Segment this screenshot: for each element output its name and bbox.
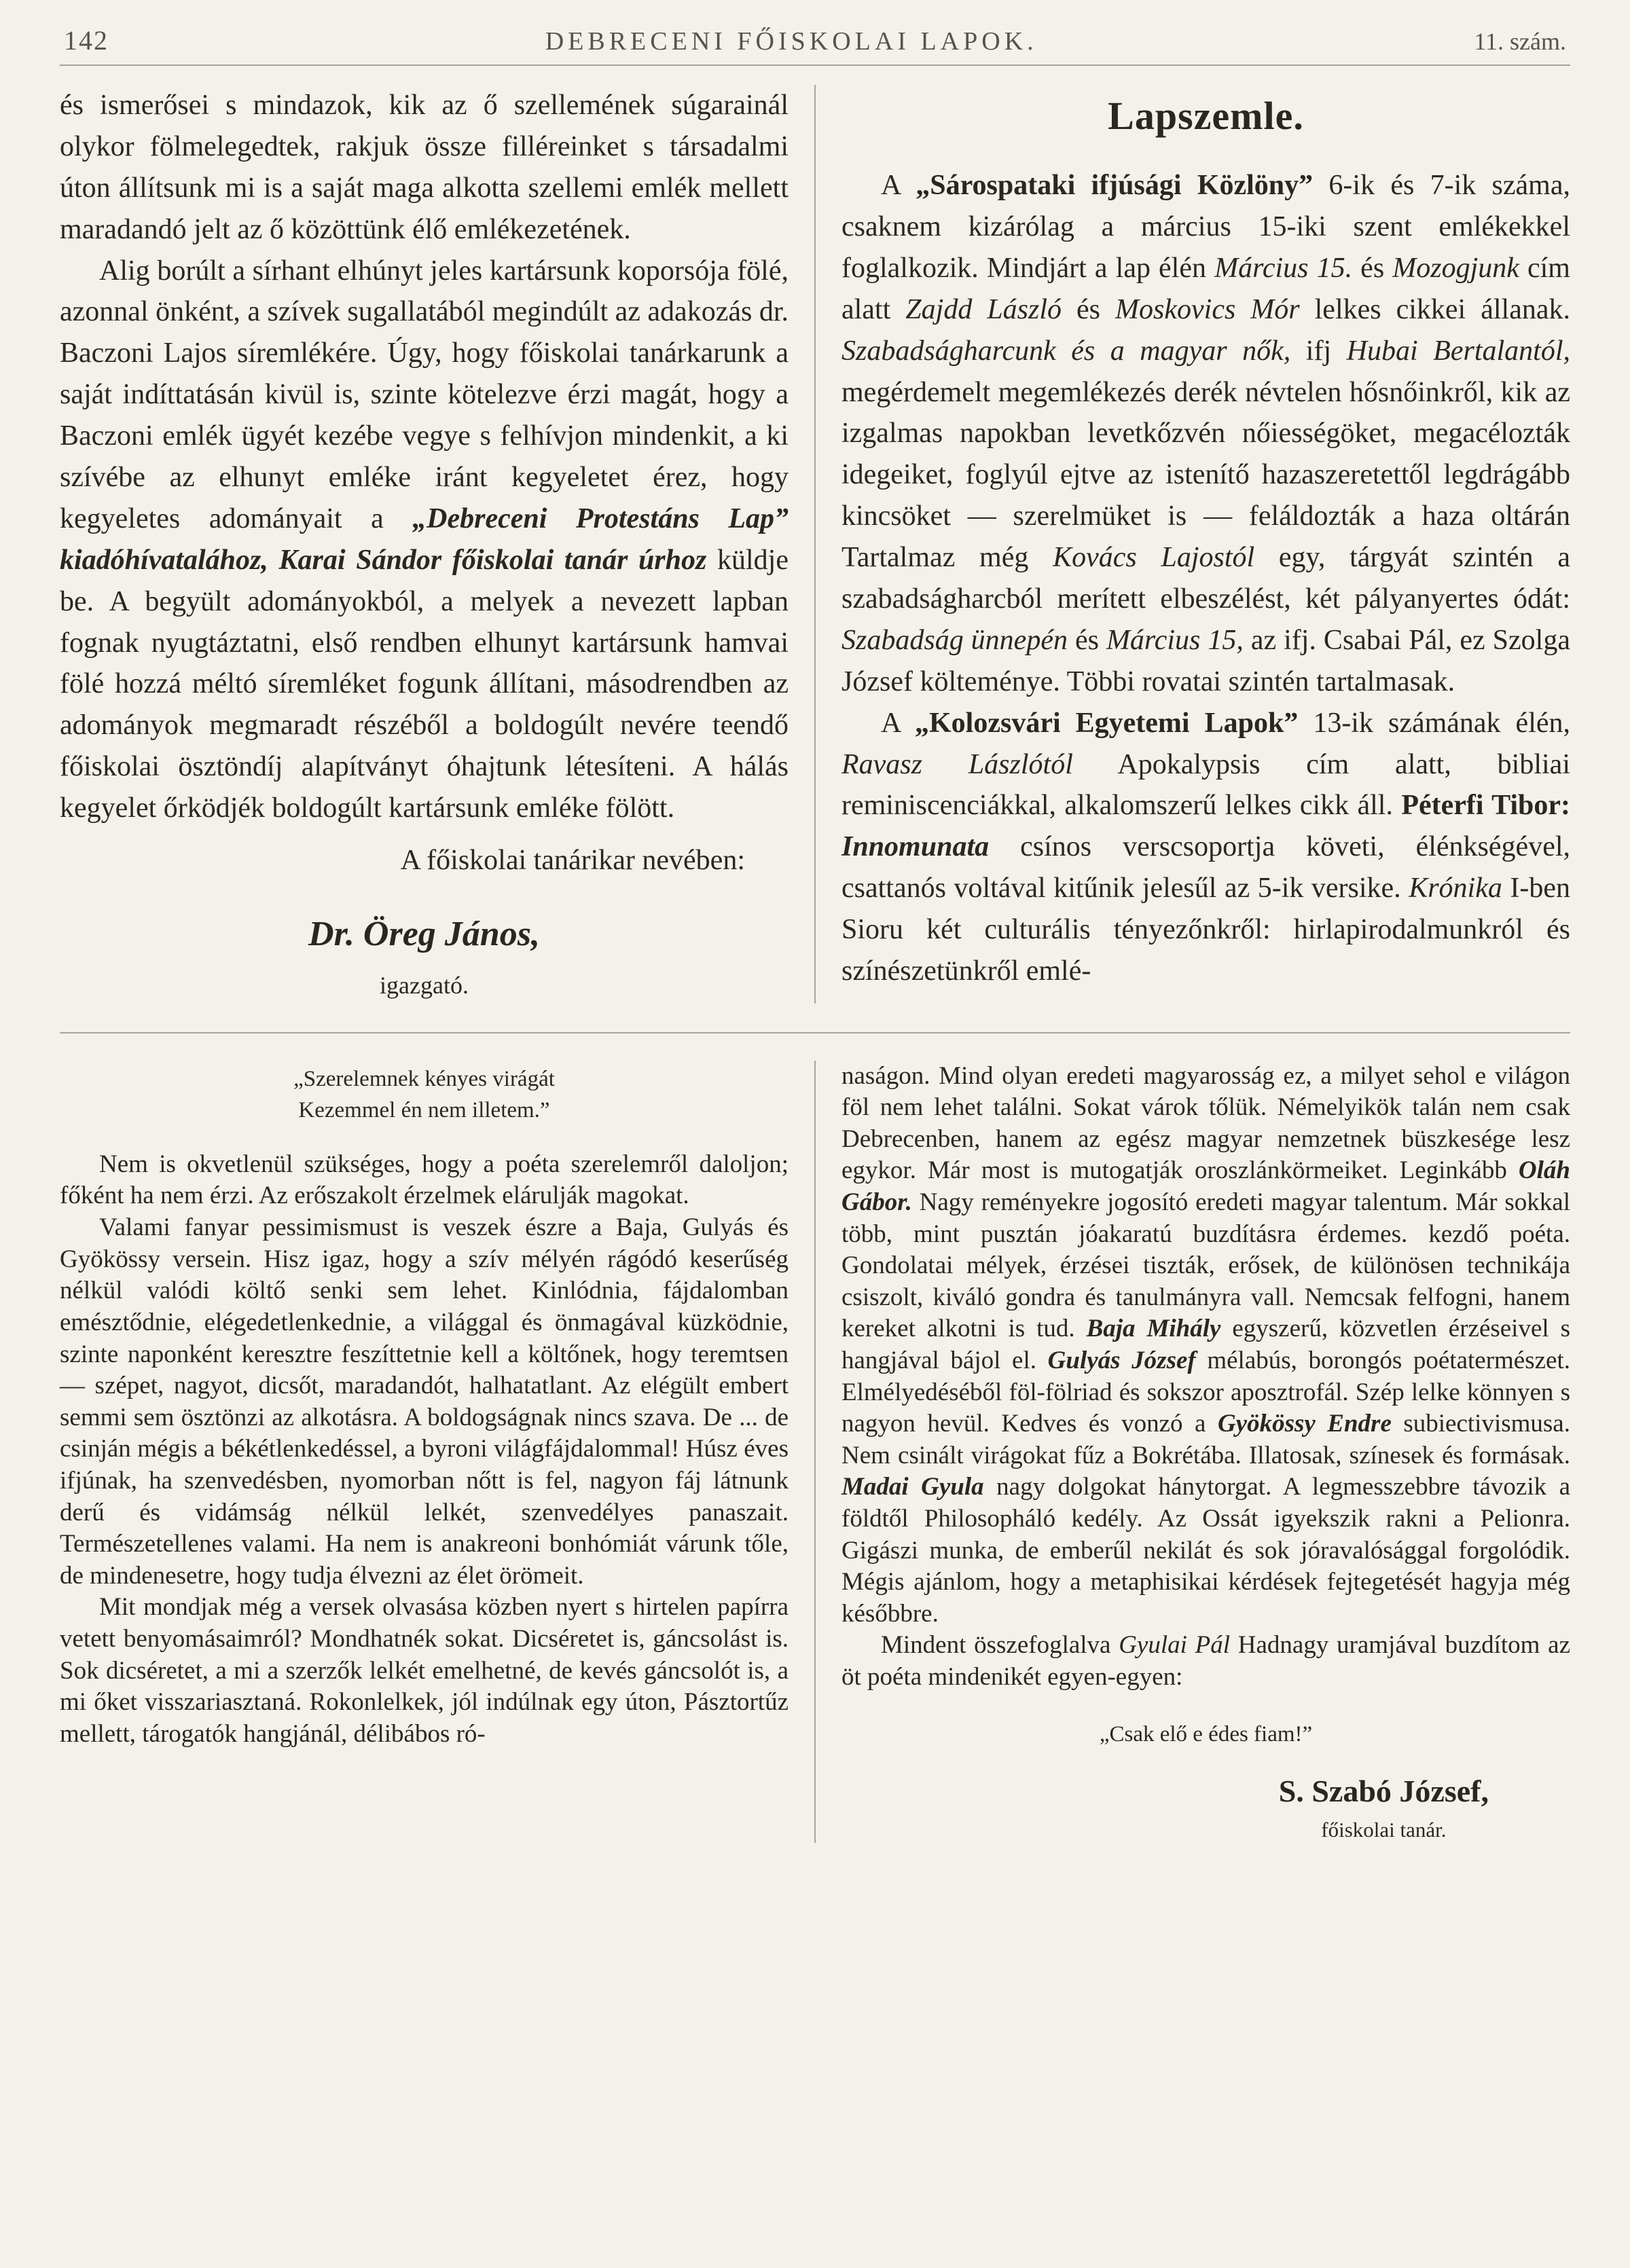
text-segment: Baja Mihály — [1086, 1315, 1221, 1343]
column-divider — [814, 85, 816, 1004]
text-segment: 13-ik számának élén, — [1298, 707, 1571, 739]
text-segment: Szabadság ünnepén — [841, 624, 1068, 656]
memorial-article — [60, 85, 789, 1004]
text-segment: egyszerű, közvetlen érzéseivel s hangjával bájol el. — [841, 1315, 1570, 1374]
page-header — [60, 24, 1570, 66]
text-segment: Gyulai Pál — [1119, 1631, 1231, 1660]
text-segment: nagy dolgokat hánytorgat. A legmesszebbre távozik a földtől Philosopháló kedély. Az Ossát igyekszik rakni a Pelionra. Gigászi munka, de emberűl nekilát és sok jóravalósággal forgolódik. Mégis ajánlom, hogy a metaphisikai kérdések fejtegetését hagyja még későbbre. — [841, 1473, 1571, 1628]
paragraph — [60, 251, 789, 829]
memorial-signature-name: Dr. Öreg János, — [308, 914, 540, 953]
text-segment: „Debreceni Protestáns Lap” kiadóhívatalához, Karai Sándor főiskolai tanár úrhoz — [60, 502, 789, 576]
issue-number: 11. szám. — [1474, 28, 1566, 55]
text-segment: Mozogjunk — [1392, 252, 1519, 284]
text-segment: Innomunata — [841, 831, 990, 863]
text-segment: és ismerősei s mindazok, kik az ő szellemének súgarainál olykor fölmelegedtek, rakjuk össze filléreinket s társadalmi úton állítsunk mi is a saját maga alkotta szellemi emlék mellett maradandó jelt az ő közöttünk élő emlékezetének. — [60, 90, 789, 245]
text-segment: Mindent összefoglalva — [881, 1631, 1119, 1660]
review-signature-title: főiskolai tanár. — [1321, 1818, 1447, 1842]
text-segment: Krónika — [1409, 873, 1502, 904]
memorial-article-body — [60, 85, 789, 829]
text-segment: Március 15, — [1106, 624, 1244, 656]
text-segment: Péterfi Tibor: — [1401, 790, 1571, 822]
column-divider — [814, 1061, 816, 1844]
text-segment: Ravasz Lászlótól — [841, 748, 1073, 780]
text-segment: Madai Gyula — [841, 1473, 984, 1501]
text-segment: Hadnagy uramjával buzdítom az öt poéta mindenikét egyen-egyen: — [841, 1631, 1570, 1691]
text-segment: Hubai Bertalantól, — [1346, 335, 1570, 367]
top-section — [60, 85, 1570, 1004]
text-segment: subiectivismusa. Nem csinált virágokat fűz a Bokrétába. Illatosak, színesek és formásak. — [841, 1410, 1570, 1469]
text-segment: 6-ik és 7-ik száma, csaknem kizárólag a március 15-iki szent emlékekkel foglalkozik. Mindjárt a lap élén — [841, 170, 1570, 284]
text-segment: Gulyás József — [1047, 1346, 1196, 1374]
text-segment: Valami fanyar pessimismust is veszek észre a Baja, Gulyás és Gyökössy versein. Hisz igaz, hogy a szív mélyén rágódó keserűség nélkül valódi költő senki sem lehet. Kinlódnia, fájdalomban emésztődnie, elégedetlenkednie, a világgal és önmagával küzködnie, szinte naponként keresztre feszíttetnie kell a költőnek, hogy teremtsen — szépet, nagyot, dicsőt, maradandót, halhatatlant. Az elégült embert semmi sem ösztönzi az alkotásra. A boldogságnak nincs szava. De ... de csinján mégis a békétlenkedéssel, a byroni világfájdalommal! Húsz éves ifjúnak, ha szenvedésben, nyomorban nőtt is fel, nagyon fáj látnunk derű és vidámság nélkül lelkét, szenvedélyes panaszait. Természetellenes valami. Ha nem is anakreoni bonhómiát várunk tőle, de mindenesetre, hogy tudja élvezni az élet örömeit. — [60, 1213, 789, 1590]
text-segment: küldje be. A begyült adományokból, a melyek a nevezett lapban fognak nyugtáztatni, első rendben elhunyt kartársunk hamvai fölé hozzá méltó síremléket fogunk állítani, másodrendben az adományok megmaradt részéből a boldogúlt nevére teendő főiskolai ösztöndíj alapítványt óhajtunk létesíteni. A hálás kegyelet őrködjék boldogúlt kartársunk emléke fölött. — [60, 544, 789, 824]
text-segment: ifj — [1290, 335, 1347, 367]
epigraph — [60, 1063, 789, 1126]
text-segment: és — [1067, 624, 1106, 656]
review-signature-name: S. Szabó József, — [1278, 1774, 1489, 1809]
text-segment: Moskovics Mór — [1115, 293, 1300, 325]
text-segment: Szabadságharcunk és a magyar nők, — [841, 335, 1291, 367]
text-segment: lelkes cikkei állanak. — [1299, 293, 1570, 325]
paragraph — [60, 1212, 789, 1592]
text-segment: Március 15. — [1214, 252, 1353, 284]
lapszemle-heading: Lapszemle. — [1108, 94, 1304, 138]
text-segment: A — [881, 170, 916, 202]
text-segment: A — [881, 707, 916, 739]
page-number: 142 — [64, 25, 109, 56]
bottom-section — [60, 1061, 1570, 1844]
paragraph — [841, 1630, 1570, 1693]
paragraph — [60, 85, 789, 251]
lapszemle-section — [841, 85, 1570, 1004]
text-segment: egy, tárgyát szintén a szabadságharcból merített elbeszélést, két pályanyertes ódát: — [841, 542, 1570, 615]
review-signature-block — [841, 1772, 1570, 1843]
text-segment: cím alatt — [841, 252, 1570, 325]
text-segment: Nagy reményekre jogosító eredeti magyar talentum. Már sokkal több, mint pusztán jóakaratú buzdításra érdemes. kezdő poéta. Gondolatai mélyek, érzései tiszták, erősek, de különösen technikája csiszolt, kiváló gondra és tanulmányra vall. Nemcsak felfogni, hanem kereket alkotni is tud. — [841, 1188, 1570, 1343]
text-segment: mélabús, borongós poétatermészet. Elmélyedéséből föl-fölriad és sokszor aposztrofál. Szép lelke könnyen s nagyon hevül. Kedves és vonzó a — [841, 1346, 1570, 1438]
review-article-right-body — [841, 1061, 1570, 1694]
paragraph — [841, 703, 1570, 992]
closing-quote: „Csak elő e édes fiam!” — [1099, 1721, 1313, 1746]
text-segment: és — [1062, 293, 1116, 325]
review-article-right — [841, 1061, 1570, 1844]
text-segment: Nem is okvetlenül szükséges, hogy a poéta szerelemről daloljon; főként ha nem érzi. Az erőszakolt érzelmek elárulják magokat. — [60, 1150, 789, 1210]
text-segment: Alig borúlt a sírhant elhúnyt jeles kartársunk koporsója fölé, azonnal önként, a szívek sugallatából megindúlt az adakozás dr. Baczoni Lajos síremlékére. Úgy, hogy főiskolai tanárkarunk a saját indíttatásán kivül is, szinte kötelezve érzi magát, hogy a Baczoni emlék ügyét kezébe vegye s felhívjon mindenkit, a ki szívébe az elhunyt emléke iránt kegyeletet érez, hogy kegyeletes adományait a — [60, 255, 789, 534]
lapszemle-body — [841, 165, 1570, 992]
text-segment: az ifj. Csabai Pál, ez Szolga József költeménye. Többi rovatai szintén tartalmasak. — [841, 624, 1570, 697]
paragraph — [841, 1061, 1570, 1630]
text-segment: Gyökössy Endre — [1217, 1410, 1392, 1438]
review-article-left — [60, 1061, 789, 1844]
text-segment: csínos verscsoportja követi, élénkségével, csattanós voltával kitűnik jelesűl az 5-ik versike. — [841, 831, 1570, 904]
memorial-signature-title: igazgató. — [380, 972, 469, 1000]
journal-title: DEBRECENI FŐISKOLAI LAPOK. — [545, 27, 1038, 56]
epigraph-line: Kezemmel én nem illetem.” — [298, 1097, 550, 1122]
text-segment: Kovács Lajostól — [1053, 542, 1255, 574]
text-segment: Oláh Gábor. — [841, 1156, 1570, 1216]
paragraph — [60, 1149, 789, 1212]
review-signature-inner — [1279, 1772, 1489, 1843]
text-segment: „Sárospataki ifjúsági Közlöny” — [916, 170, 1314, 202]
text-segment: Zajdd László — [905, 293, 1062, 325]
text-segment: Apokalypsis cím alatt, bibliai reminiscenciákkal, alkalomszerű lelkes cikk áll. — [841, 748, 1570, 822]
text-segment: Mit mondjak még a versek olvasása közben nyert s hirtelen papírra vetett benyomásaimról? Mondhatnék sokat. Dicséretet is, gáncsolást is. Sok dicséretet, a mi a szerzők lelkét emelhetné, de kevés gáncsolót is, a mi őket visszariasztaná. Rokonlelkek, jól indúlnak egy úton, Pásztortűz mellett, tárogatók hangjánál, délibábos ró- — [60, 1593, 789, 1748]
paragraph — [841, 165, 1570, 703]
review-article-left-body — [60, 1149, 789, 1751]
epigraph-line: „Szerelemnek kényes virágát — [293, 1066, 555, 1091]
paragraph — [60, 1592, 789, 1750]
text-segment: naságon. Mind olyan eredeti magyarosság ez, a milyet sehol e világon föl nem lehet találni. Sokat várok tőlük. Némelyikök talán nem csak Debrecenben, hanem az egész magyar nemzetnek büszkesége lesz egykor. Már most is mutogatják oroszlánkörmeiket. Leginkább — [841, 1061, 1570, 1185]
text-segment: és — [1352, 252, 1393, 284]
memorial-byline: A főiskolai tanárikar nevében: — [400, 845, 745, 877]
text-segment: I-ben Sioru két culturális tényezőnkről: hirlapirodalmunkról és színészetünkről emlé- — [841, 873, 1570, 987]
text-segment: „Kolozsvári Egyetemi Lapok” — [915, 707, 1299, 739]
text-segment: megérdemelt megemlékezés derék névtelen hősnőinkről, kik az izgalmas napokban levetkőzvén nőiességöket, megacélozták idegeiket, foglyúl ejtve az istenítő hazaszeretettől legdrágább kincsöket — szerelmüket is — feláldozták a haza oltárán Tartalmaz még — [841, 376, 1570, 574]
section-divider — [60, 1032, 1570, 1034]
